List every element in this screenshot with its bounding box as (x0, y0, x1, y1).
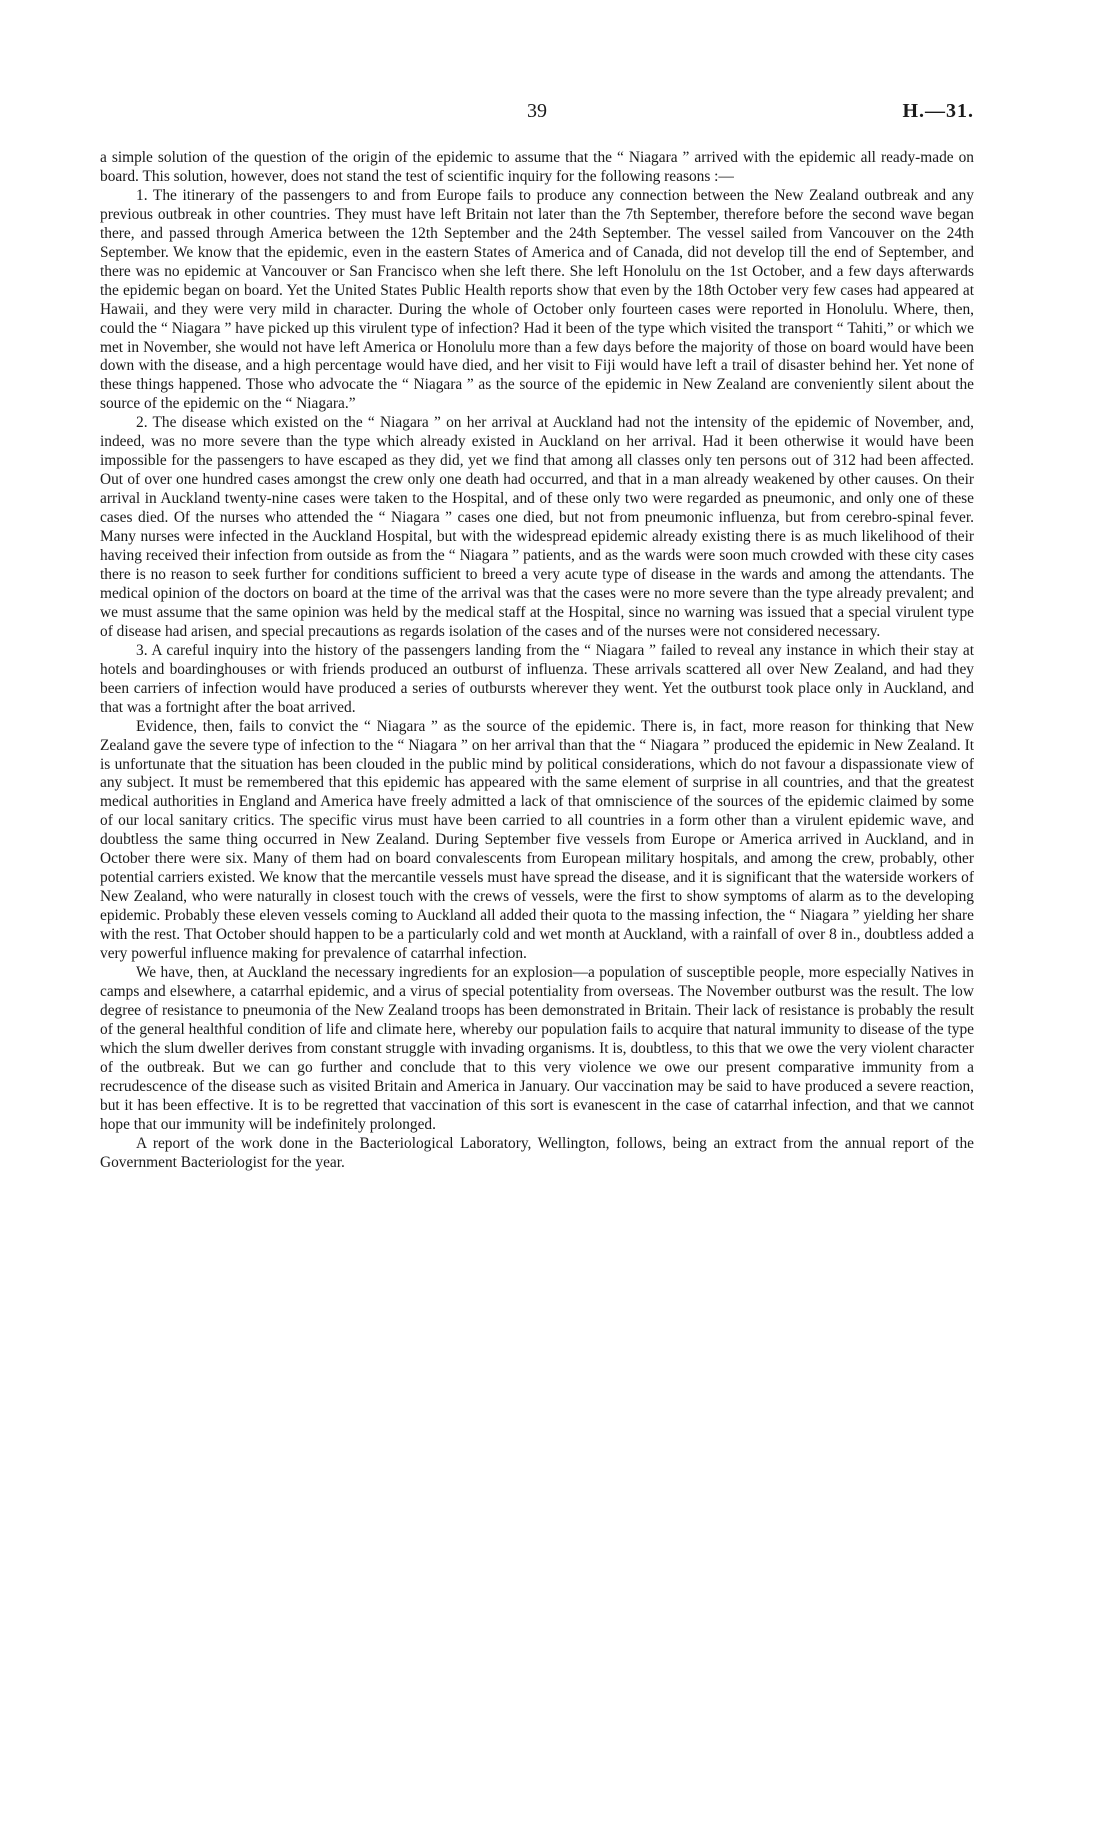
paragraph-reason-3: 3. A careful inquiry into the history of the passengers landing from the “ Niagara ” failed to reveal any instance in which their stay at hotels and boardinghouses or with friends produced an outburst of influenza. These arrivals scattered all over New Zealand, and had they been carriers of infection would have produced a series of outbursts wherever they went. Yet the outburst took place only in Auckland, and that was a fortnight after the boat arrived. (100, 641, 974, 716)
paragraph-evidence: Evidence, then, fails to convict the “ Niagara ” as the source of the epidemic. There is, in fact, more reason for thinking that New Zealand gave the severe type of infection to the “ Niagara ” on her arrival than that the “ Niagara ” produced the epidemic in New Zealand. It is unfortunate that the situation has been clouded in the public mind by political considerations, which do not favour a dispassionate view of any subject. It must be remembered that this epidemic has appeared with the same element of surprise in all countries, and that the greatest medical authorities in England and America have freely admitted a lack of that omniscience of the sources of the epidemic claimed by some of our local sanitary critics. The specific virus must have been carried to all countries in a form other than a virulent epidemic wave, and doubtless the same thing occurred in New Zealand. During September five vessels from Europe or America arrived in Auckland, and in October there were six. Many of them had on board convalescents from European military hospitals, and among the crew, probably, other potential carriers existed. We know that the mercantile vessels must have spread the disease, and it is significant that the waterside workers of New Zealand, who were naturally in closest touch with the crews of vessels, were the first to show symptoms of alarm as to the developing epidemic. Probably these eleven vessels coming to Auckland all added their quota to the massing infection, the “ Niagara ” yielding her share with the rest. That October should happen to be a particularly cold and wet month at Auckland, with a rainfall of over 8 in., doubtless added a very powerful influence making for prevalence of catarrhal infection. (100, 717, 974, 963)
paragraph-reason-1: 1. The itinerary of the passengers to and from Europe fails to produce any connection between the New Zealand outbreak and any previous outbreak in other countries. They must have left Britain not later than the 7th September, therefore before the second wave began there, and passed through America between the 12th September and the 24th September. The vessel sailed from Vancouver on the 24th September. We know that the epidemic, even in the eastern States of America and of Canada, did not develop till the end of September, and there was no epidemic at Vancouver or San Francisco when she left there. She left Honolulu on the 1st October, and a few days afterwards the epidemic began on board. Yet the United States Public Health reports show that even by the 18th October very few cases had appeared at Hawaii, and they were very mild in character. During the whole of October only fourteen cases were reported in Honolulu. Where, then, could the “ Niagara ” have picked up this virulent type of infection? Had it been of the type which visited the transport “ Tahiti,” or which we met in November, she would not have left America or Honolulu more than a few days before the majority of those on board would have been down with the disease, and a high percentage would have died, and her visit to Fiji would have left a trail of disaster behind her. Yet none of these things happened. Those who advocate the “ Niagara ” as the source of the epidemic in New Zealand are conveniently silent about the source of the epidemic on the “ Niagara.” (100, 186, 974, 413)
page-number: 39 (527, 100, 547, 122)
body-text (100, 149, 974, 1172)
paragraph-continuation: a simple solution of the question of the origin of the epidemic to assume that the “ Niagara ” arrived with the epidemic all ready-made on board. This solution, however, does not stand the test of scientific inquiry for the following reasons :— (100, 149, 974, 185)
page-header (100, 100, 974, 130)
document-code: H.—31. (902, 100, 974, 122)
paragraph-reason-2: 2. The disease which existed on the “ Niagara ” on her arrival at Auckland had not the intensity of the epidemic of November, and, indeed, was no more severe than the type which already existed in Auckland on her arrival. Had it been otherwise it would have been impossible for the passengers to have escaped as they did, yet we find that among all classes only ten persons out of 312 had been affected. Out of over one hundred cases amongst the crew only one death had occurred, and that in a man already weakened by other causes. On their arrival in Auckland twenty-nine cases were taken to the Hospital, and of these only two were regarded as pneumonic, and only one of these cases died. Of the nurses who attended the “ Niagara ” cases one died, but not from pneumonic influenza, but from cerebro-spinal fever. Many nurses were infected in the Auckland Hospital, but with the widespread epidemic already existing there is as much likelihood of their having received their infection from outside as from the “ Niagara ” patients, and as the wards were soon much crowded with these city cases there is no reason to seek further for conditions sufficient to breed a very acute type of disease in the wards and among the attendants. The medical opinion of the doctors on board at the time of the arrival was that the cases were no more severe than the type already prevalent; and we must assume that the same opinion was held by the medical staff at the Hospital, since no warning was issued that a special virulent type of disease had arisen, and special precautions as regards isolation of the cases and of the nurses were not considered necessary. (100, 414, 974, 640)
paragraph-report-note: A report of the work done in the Bacteriological Laboratory, Wellington, follows, being an extract from the annual report of the Government Bacteriologist for the year. (100, 1134, 974, 1171)
paragraph-conclusion: We have, then, at Auckland the necessary ingredients for an explosion—a population of susceptible people, more especially Natives in camps and elsewhere, a catarrhal epidemic, and a virus of special potentiality from overseas. The November outburst was the result. The low degree of resistance to pneumonia of the New Zealand troops has been demonstrated in Britain. Their lack of resistance is probably the result of the general healthful condition of life and climate here, whereby our population fails to acquire that natural immunity to disease of the type which the slum dweller derives from constant struggle with invading organisms. It is, doubtless, to this that we owe the very violent character of the outbreak. But we can go further and conclude that to this very violence we owe our present comparative immunity from a recrudescence of the disease such as visited Britain and America in January. Our vaccination may be said to have produced a severe reaction, but it has been effective. It is to be regretted that vaccination of this sort is evanescent in the case of catarrhal infection, and that we cannot hope that our immunity will be indefinitely prolonged. (100, 963, 974, 1133)
